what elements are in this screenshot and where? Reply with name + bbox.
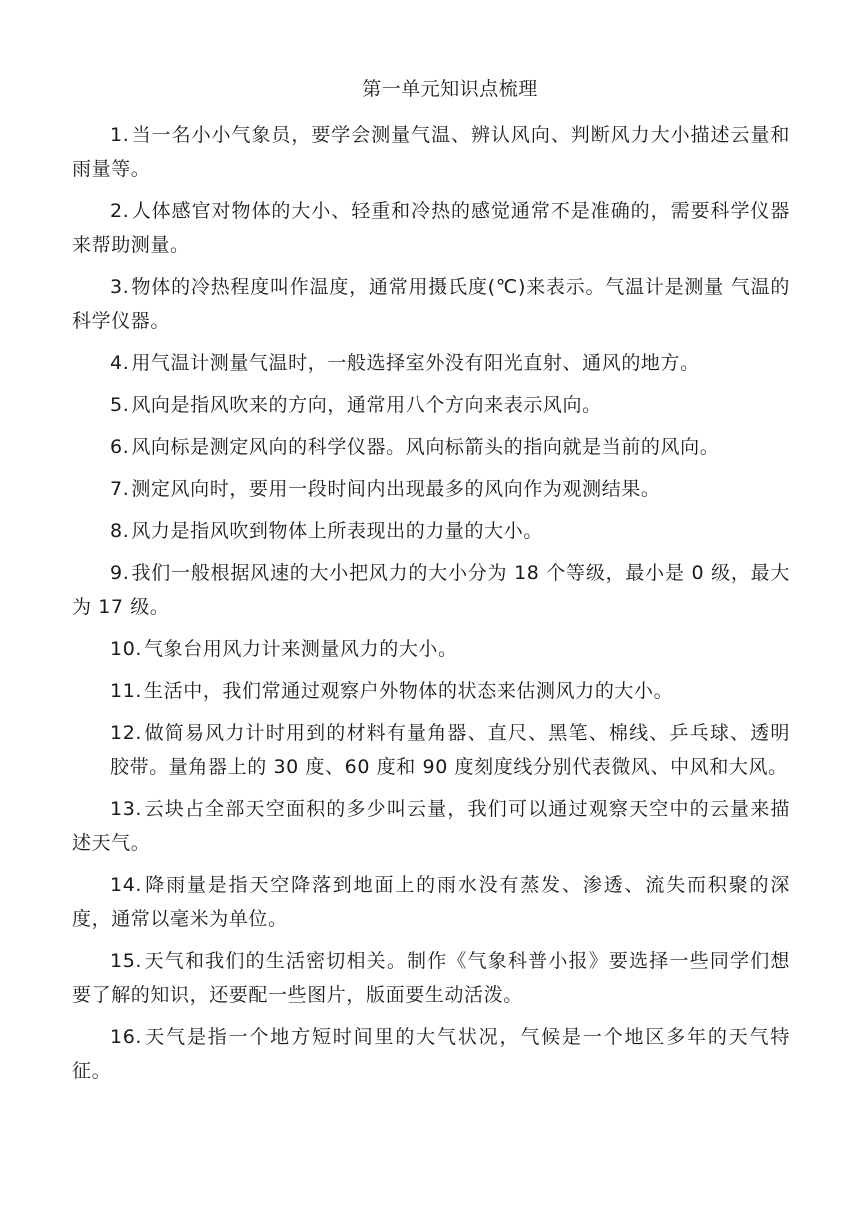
- list-item-11: [72, 674, 790, 708]
- item-text: 我们一般根据风速的大小把风力的大小分为 18 个等级，最小是 0 级，最大为 17 级。: [72, 562, 790, 618]
- list-item-14: [72, 868, 790, 936]
- item-text: 人体感官对物体的大小、轻重和冷热的感觉通常不是准确的，需要科学仪器来帮助测量。: [72, 200, 790, 256]
- item-number: 10.: [110, 638, 143, 660]
- list-item-16: [72, 1020, 790, 1088]
- list-item-10: [72, 632, 790, 666]
- item-text: 物体的冷热程度叫作温度，通常用摄氏度(℃)来表示。气温计是测量 气温的科学仪器。: [72, 276, 790, 332]
- item-number: 14.: [110, 874, 143, 896]
- item-number: 15.: [110, 950, 143, 972]
- item-number: 13.: [110, 798, 143, 820]
- item-text: 当一名小小气象员，要学会测量气温、辨认风向、判断风力大小描述云量和雨量等。: [72, 124, 790, 180]
- item-text: 天气是指一个地方短时间里的大气状况，气候是一个地区多年的天气特征。: [72, 1026, 790, 1082]
- item-number: 1.: [110, 124, 130, 146]
- item-number: 12.: [110, 722, 143, 744]
- item-text: 测定风向时，要用一段时间内出现最多的风向作为观测结果。: [131, 478, 661, 500]
- list-item-15: [72, 944, 790, 1012]
- list-item-1: [72, 118, 790, 186]
- item-text: 天气和我们的生活密切相关。制作《气象科普小报》要选择一些同学们想要了解的知识，还要配一些图片，版面要生动活泼。: [72, 950, 790, 1006]
- list-item-13: [72, 792, 790, 860]
- item-text: 风向标是测定风向的科学仪器。风向标箭头的指向就是当前的风向。: [131, 436, 720, 458]
- item-text: 用气温计测量气温时，一般选择室外没有阳光直射、通风的地方。: [131, 352, 700, 374]
- item-number: 3.: [110, 276, 130, 298]
- list-item-9: [72, 556, 790, 624]
- page-title: 第一单元知识点梳理: [362, 78, 538, 100]
- item-text: 风向是指风吹来的方向，通常用八个方向来表示风向。: [131, 394, 602, 416]
- list-item-12: [72, 716, 790, 784]
- item-number: 4.: [110, 352, 130, 374]
- item-number: 8.: [110, 520, 130, 542]
- item-text: 云块占全部天空面积的多少叫云量，我们可以通过观察天空中的云量来描述天气。: [72, 798, 790, 854]
- item-text: 生活中，我们常通过观察户外物体的状态来估测风力的大小。: [144, 680, 674, 702]
- item-number: 9.: [110, 562, 130, 584]
- item-number: 11.: [110, 680, 143, 702]
- item-text: 降雨量是指天空降落到地面上的雨水没有蒸发、渗透、流失而积聚的深度，通常以毫米为单位。: [72, 874, 790, 930]
- knowledge-list: [72, 118, 790, 1096]
- item-number: 5.: [110, 394, 130, 416]
- list-item-8: [72, 514, 790, 548]
- list-item-6: [72, 430, 790, 464]
- item-number: 6.: [110, 436, 130, 458]
- item-number: 2.: [110, 200, 130, 222]
- item-number: 7.: [110, 478, 130, 500]
- item-number: 16.: [110, 1026, 143, 1048]
- item-text: 风力是指风吹到物体上所表现出的力量的大小。: [131, 520, 543, 542]
- list-item-5: [72, 388, 790, 422]
- list-item-2: [72, 194, 790, 262]
- item-text: 做简易风力计时用到的材料有量角器、直尺、黑笔、棉线、乒乓球、透明胶带。量角器上的 30 度、60 度和 90 度刻度线分别代表微风、中风和大风。: [110, 722, 790, 778]
- list-item-4: [72, 346, 790, 380]
- list-item-7: [72, 472, 790, 506]
- list-item-3: [72, 270, 790, 338]
- item-text: 气象台用风力计来测量风力的大小。: [144, 638, 458, 660]
